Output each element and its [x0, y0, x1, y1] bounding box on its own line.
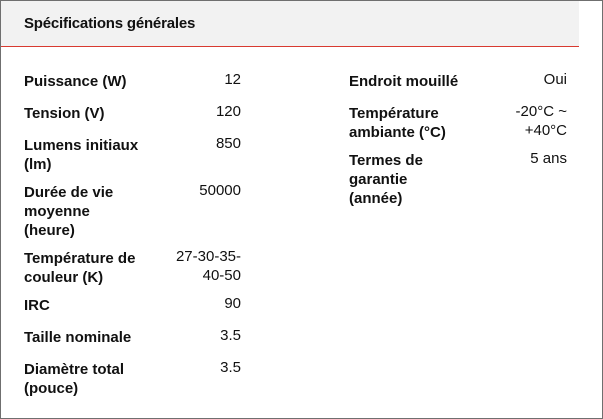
spec-label-lumens: Lumens initiaux (lm)	[24, 137, 139, 173]
spec-label-puissance: Puissance (W)	[24, 73, 127, 90]
spec-value-taille-nominale: 3.5	[220, 327, 241, 344]
spec-value-lumens: 850	[215, 135, 241, 152]
spec-value-tension: 120	[215, 103, 241, 120]
section-header	[1, 1, 579, 47]
spec-value-endroit-mouille: Oui	[543, 71, 567, 88]
spec-label-duree: Durée de vie moyenne (heure)	[24, 184, 114, 239]
spec-label-temperature-couleur: Température de couleur (K)	[24, 250, 136, 286]
spec-label-endroit-mouille: Endroit mouillé	[349, 73, 459, 90]
spec-value-duree: 50000	[199, 182, 241, 199]
spec-label-irc: IRC	[24, 297, 50, 314]
spec-value-temperature-ambiante: -20°C ~ +40°C	[515, 103, 567, 139]
spec-label-garantie: Termes de garantie (année)	[349, 152, 423, 207]
spec-value-diametre: 3.5	[220, 359, 241, 376]
spec-value-puissance: 12	[224, 71, 241, 88]
spec-value-temperature-couleur: 27-30-35-40-50	[175, 248, 241, 284]
spec-label-temperature-ambiante: Température ambiante (°C)	[349, 105, 446, 141]
spec-value-irc: 90	[224, 295, 241, 312]
spec-label-diametre: Diamètre total (pouce)	[24, 361, 125, 397]
spec-label-taille-nominale: Taille nominale	[24, 329, 132, 346]
section-title: Spécifications générales	[24, 15, 196, 32]
spec-label-tension: Tension (V)	[24, 105, 105, 122]
spec-value-garantie: 5 ans	[530, 150, 567, 167]
